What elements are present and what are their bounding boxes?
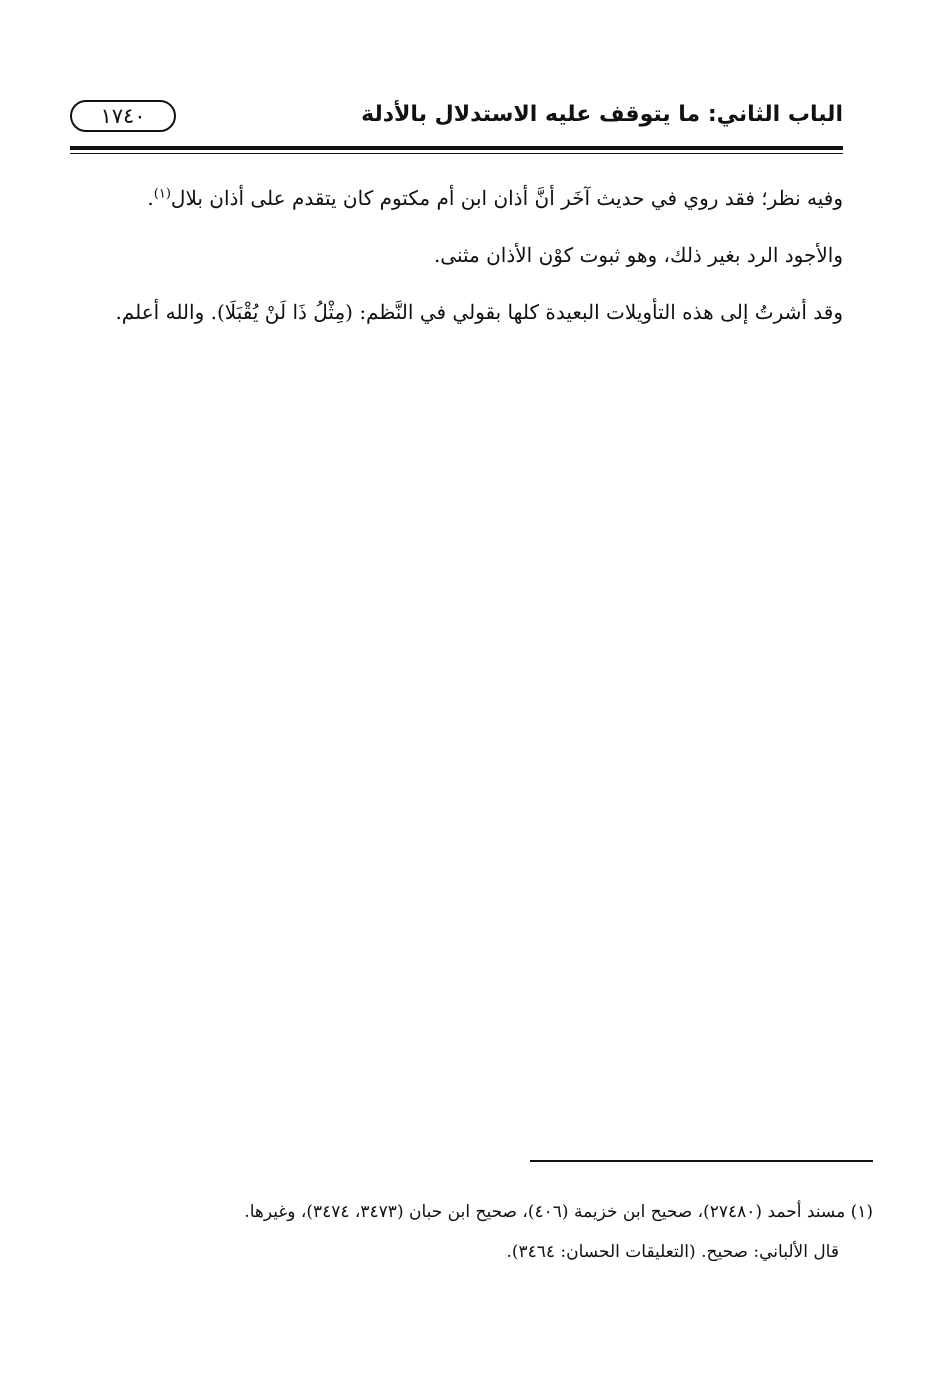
- paragraph-text: وفيه نظر؛ فقد روي في حديث آخَر أنَّ أذان ابن أم مكتوم كان يتقدم على أذان بلال: [170, 186, 843, 210]
- header-rule-thin: [70, 153, 843, 154]
- main-text: [60, 170, 843, 341]
- paragraph-tail: .: [147, 186, 154, 210]
- footnotes: [60, 1192, 873, 1272]
- chapter-title: الباب الثاني: ما يتوقف عليه الاستدلال بالأدلة: [361, 102, 843, 127]
- paragraph: والأجود الرد بغير ذلك، وهو ثبوت كوْن الأذان مثنى.: [433, 243, 843, 267]
- paragraph: وقد أشرتُ إلى هذه التأويلات البعيدة كلها بقولي في النَّظم: (مِثْلُ ذَا لَنْ يُقْبَلَا). والله أعلم.: [115, 300, 843, 324]
- footnote-text: (١) مسند أحمد (٢٧٤٨٠)، صحيح ابن خزيمة (٤٠٦)، صحيح ابن حبان (٣٤٧٣، ٣٤٧٤)، وغيرها.: [244, 1202, 873, 1222]
- running-header: [70, 96, 843, 146]
- page-number: ١٧٤٠: [70, 100, 176, 132]
- header-rule-thick: [70, 146, 843, 150]
- paragraph: [60, 170, 843, 227]
- footnote-reference[interactable]: (١): [153, 186, 171, 202]
- footnote-text: قال الألباني: صحيح. (التعليقات الحسان: ٣٤٦٤).: [506, 1242, 839, 1262]
- footnote-separator: [530, 1160, 873, 1162]
